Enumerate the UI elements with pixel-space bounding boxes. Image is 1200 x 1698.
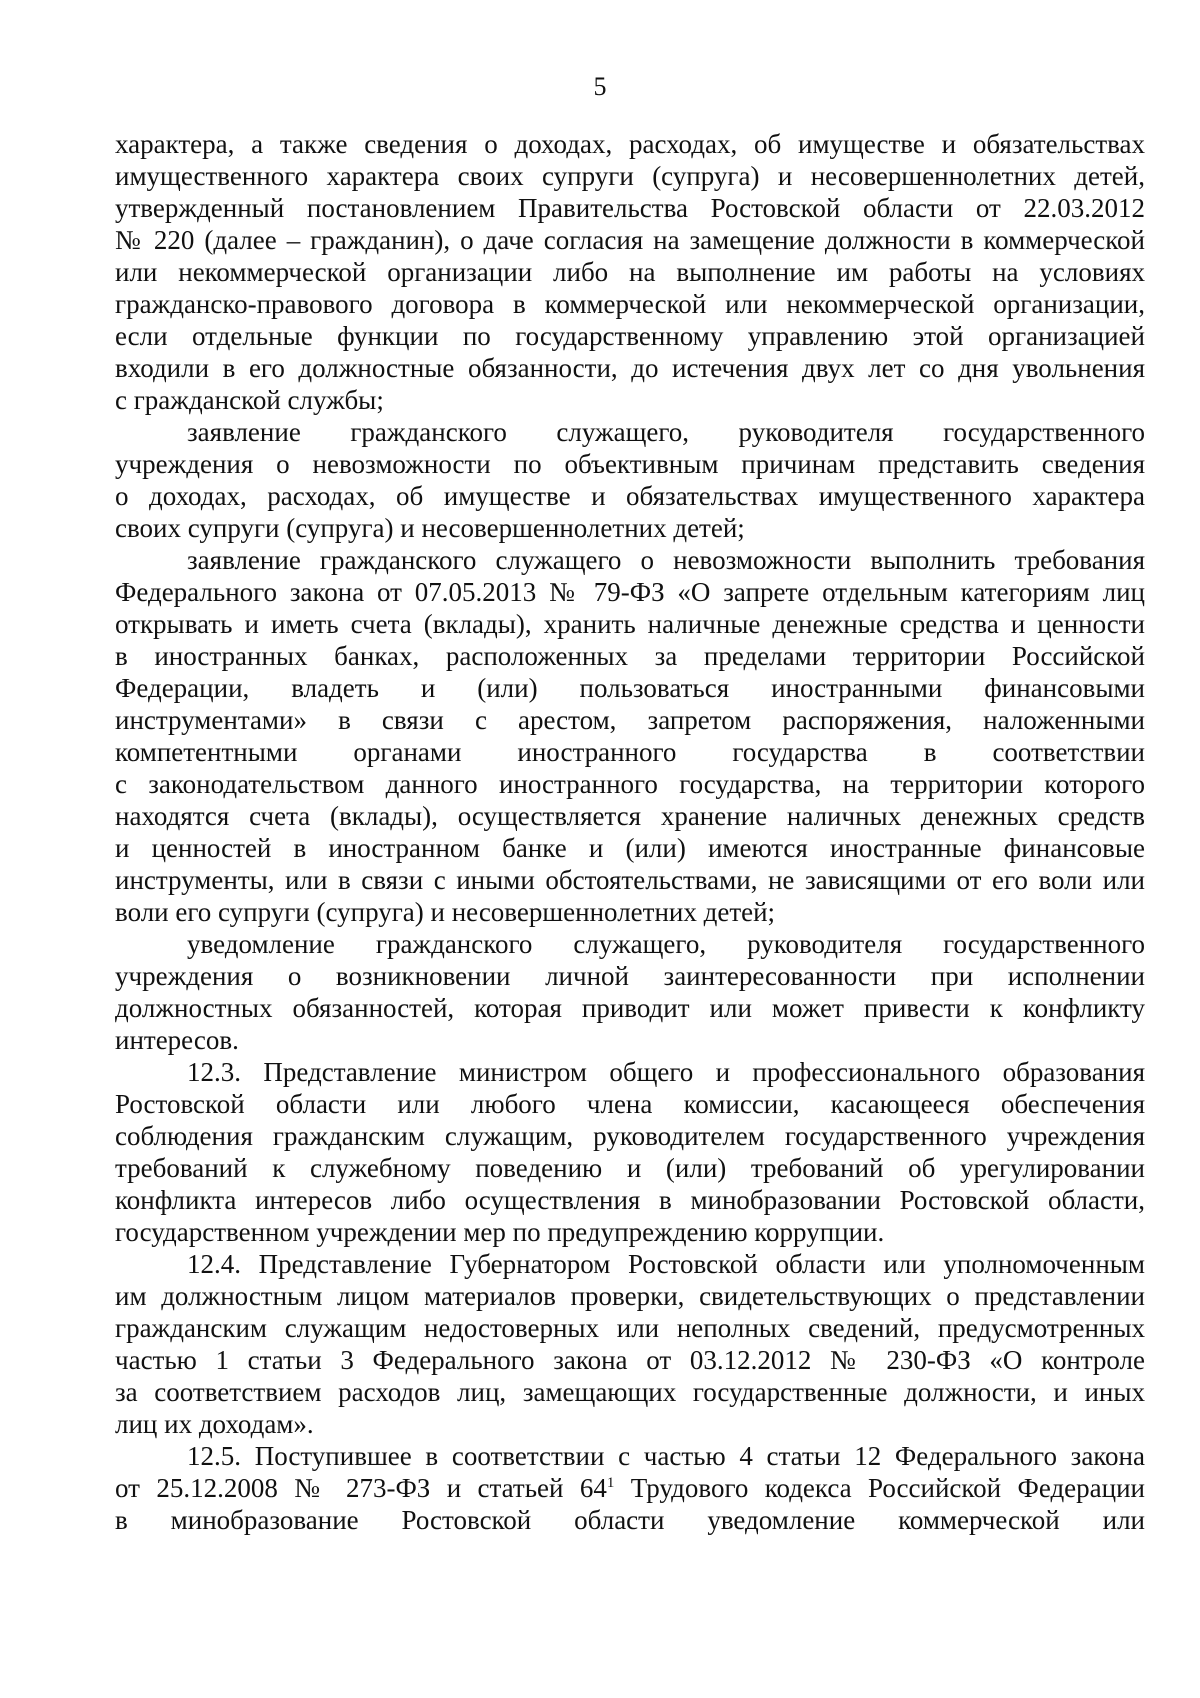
text-line: компетентными органами иностранного государства в соответствии (115, 737, 1145, 767)
text-line: входили в его должностные обязанности, до истечения двух лет со дня увольнения (115, 353, 1145, 383)
text-line: им должностным лицом материалов проверки, свидетельствующих о представлении (115, 1281, 1145, 1311)
text-line: Ростовской области или любого члена комиссии, касающееся обеспечения (115, 1089, 1145, 1119)
paragraph-12-3 (115, 1056, 1145, 1248)
text-line: находятся счета (вклады), осуществляется хранение наличных денежных средств (115, 801, 1145, 831)
text-line: требований к служебному поведению и (или) требований об урегулировании (115, 1153, 1145, 1183)
text-line: интересов. (115, 1025, 239, 1055)
paragraph-continuation (115, 128, 1145, 416)
paragraph-statement-federal-law (115, 544, 1145, 928)
text-line: 12.3. Представление министром общего и профессионального образования (187, 1057, 1145, 1087)
text-line: 12.5. Поступившее в соответствии с частью 4 статьи 12 Федерального закона (187, 1441, 1145, 1471)
text-line: с законодательством данного иностранного государства, на территории которого (115, 769, 1145, 799)
text-line: гражданским служащим недостоверных или неполных сведений, предусмотренных (115, 1313, 1145, 1343)
text-line: воли его супруги (супруга) и несовершеннолетних детей; (115, 897, 776, 927)
text-line: с гражданской службы; (115, 385, 384, 415)
page-number: 5 (593, 72, 607, 101)
text-line: заявление гражданского служащего, руководителя государственного (187, 417, 1145, 447)
text-line: открывать и иметь счета (вклады), хранить наличные денежные средства и ценности (115, 609, 1145, 639)
text-line: инструментами» в связи с арестом, запретом распоряжения, наложенными (115, 705, 1145, 735)
text-line: своих супруги (супруга) и несовершеннолетних детей; (115, 513, 745, 543)
text-fragment: Трудового кодекса Российской Федерации (614, 1473, 1145, 1503)
text-line: за соответствием расходов лиц, замещающих государственные должности, и иных (115, 1377, 1145, 1407)
text-line: характера, а также сведения о доходах, расходах, об имуществе и обязательствах (115, 129, 1145, 159)
text-line: 12.4. Представление Губернатором Ростовской области или уполномоченным (187, 1249, 1145, 1279)
text-line: конфликта интересов либо осуществления в минобразовании Ростовской области, (115, 1185, 1145, 1215)
text-line: учреждения о возникновении личной заинтересованности при исполнении (115, 961, 1145, 991)
text-line: имущественного характера своих супруги (супруга) и несовершеннолетних детей, (115, 161, 1145, 191)
text-line: в минобразование Ростовской области уведомление коммерческой или (115, 1505, 1145, 1535)
text-line: и ценностей в иностранном банке и (или) имеются иностранные финансовые (115, 833, 1145, 863)
text-line-with-superscript (115, 1472, 1145, 1504)
text-line: заявление гражданского служащего о невозможности выполнить требования (187, 545, 1145, 575)
text-line: инструменты, или в связи с иными обстоятельствами, не зависящими от его воли или (115, 865, 1145, 895)
text-line: соблюдения гражданским служащим, руководителем государственного учреждения (115, 1121, 1145, 1151)
superscript: 1 (606, 1475, 615, 1491)
paragraph-12-4 (115, 1248, 1145, 1440)
text-line: № 220 (далее – гражданин), о даче согласия на замещение должности в коммерческой (115, 225, 1145, 255)
text-line: лиц их доходам». (115, 1409, 314, 1439)
text-line: учреждения о невозможности по объективным причинам представить сведения (115, 449, 1145, 479)
text-line: частью 1 статьи 3 Федерального закона от 03.12.2012 № 230-ФЗ «О контроле (115, 1345, 1145, 1375)
paragraph-12-5 (115, 1440, 1145, 1536)
text-line: государственном учреждении мер по предупреждению коррупции. (115, 1217, 885, 1247)
text-line: Федерального закона от 07.05.2013 № 79-ФЗ «О запрете отдельным категориям лиц (115, 577, 1145, 607)
paragraph-notification-conflict (115, 928, 1145, 1056)
text-line: должностных обязанностей, которая приводит или может привести к конфликту (115, 993, 1145, 1023)
text-line: в иностранных банках, расположенных за пределами территории Российской (115, 641, 1145, 671)
text-line: если отдельные функции по государственному управлению этой организацией (115, 321, 1145, 351)
text-line: уведомление гражданского служащего, руководителя государственного (187, 929, 1145, 959)
document-body (115, 128, 1145, 1536)
text-line: или некоммерческой организации либо на выполнение им работы на условиях (115, 257, 1145, 287)
text-line: Федерации, владеть и (или) пользоваться иностранными финансовыми (115, 673, 1145, 703)
text-line: утвержденный постановлением Правительства Ростовской области от 22.03.2012 (115, 193, 1145, 223)
text-line: о доходах, расходах, об имуществе и обязательствах имущественного характера (115, 481, 1145, 511)
text-line: гражданско-правового договора в коммерческой или некоммерческой организации, (115, 289, 1145, 319)
text-fragment: от 25.12.2008 № 273-ФЗ и статьей 64 (115, 1473, 607, 1503)
paragraph-statement-inability (115, 416, 1145, 544)
